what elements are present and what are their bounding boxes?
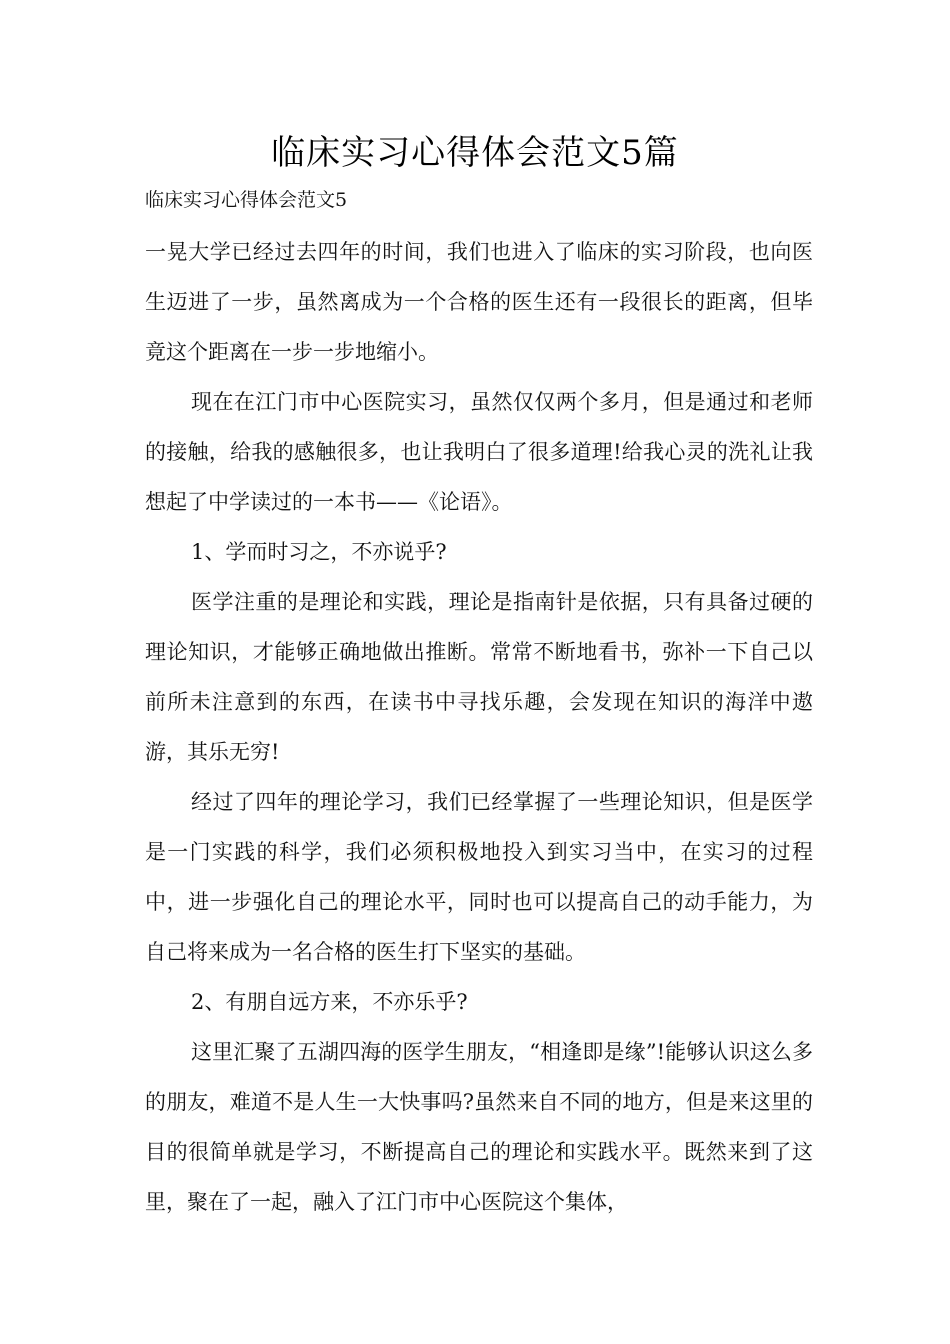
paragraph: 医学注重的是理论和实践，理论是指南针是依据，只有具备过硬的理论知识，才能够正确地做出推断。常常不断地看书，弥补一下自己以前所未注意到的东西，在读书中寻找乐趣，会发现在知识的海洋中遨游，其乐无穷! [145, 590, 813, 764]
paragraph: 一晃大学已经过去四年的时间，我们也进入了临床的实习阶段，也向医生迈进了一步，虽然离成为一个合格的医生还有一段很长的距离，但毕竟这个距离在一步一步地缩小。 [145, 240, 813, 364]
document-subtitle: 临床实习心得体会范文5 [145, 189, 348, 211]
document-body [145, 227, 813, 1227]
section-heading: 1、学而时习之，不亦说乎? [191, 540, 447, 564]
paragraph: 现在在江门市中心医院实习，虽然仅仅两个多月，但是通过和老师的接触，给我的感触很多，也让我明白了很多道理!给我心灵的洗礼让我想起了中学读过的一本书——《论语》。 [145, 390, 813, 514]
paragraph: 经过了四年的理论学习，我们已经掌握了一些理论知识，但是医学是一门实践的科学，我们必须积极地投入到实习当中，在实习的过程中，进一步强化自己的理论水平，同时也可以提高自己的动手能力，为自己将来成为一名合格的医生打下坚实的基础。 [145, 790, 813, 964]
document-title: 临床实习心得体会范文5篇 [271, 133, 679, 173]
section-heading: 2、有朋自远方来，不亦乐乎? [191, 990, 468, 1014]
paragraph: 这里汇聚了五湖四海的医学生朋友，“相逢即是缘”!能够认识这么多的朋友，难道不是人生一大快事吗?虽然来自不同的地方，但是来这里的目的很简单就是学习，不断提高自己的理论和实践水平。既然来到了这里，聚在了一起，融入了江门市中心医院这个集体， [145, 1040, 813, 1214]
